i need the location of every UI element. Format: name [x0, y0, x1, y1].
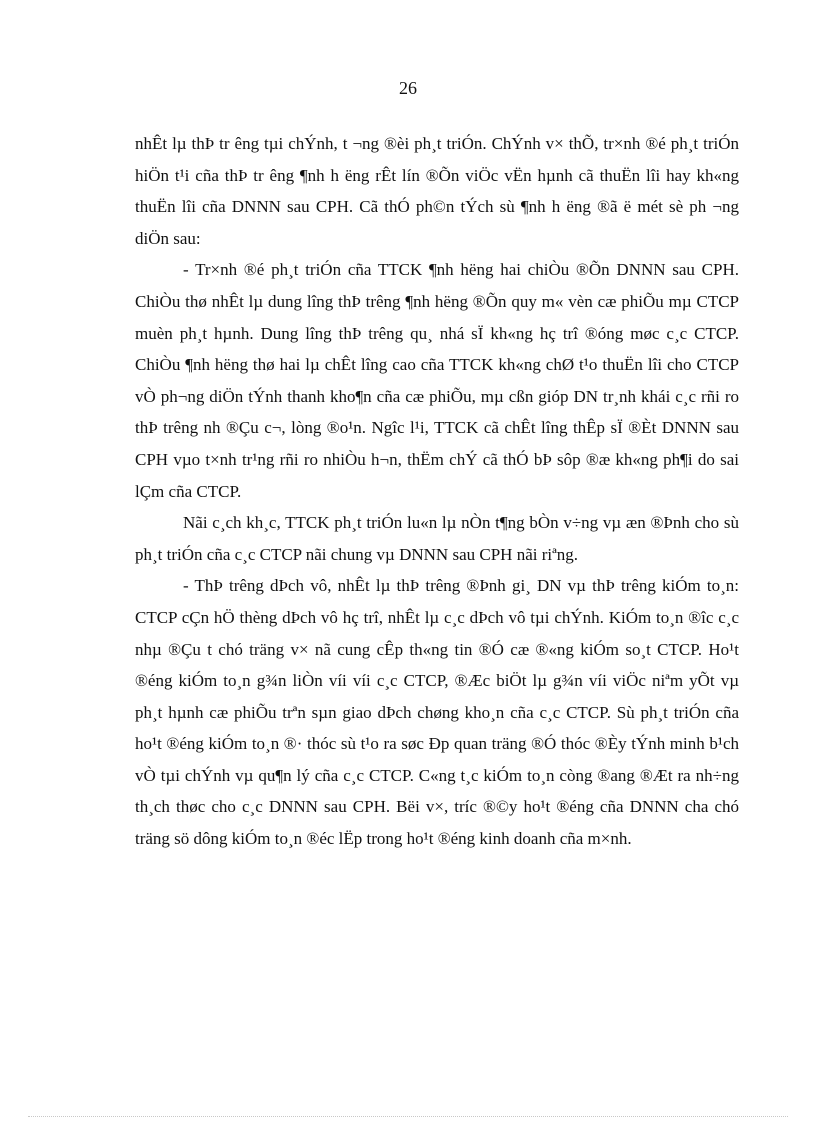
body-text	[135, 128, 739, 855]
paragraph: - Tr×nh ®é ph¸t triÓn cña TTCK ¶nh hëng hai chiÒu ®Õn DNNN sau CPH. ChiÒu thø nhÊt lµ dung lîng thÞ trêng ¶nh hëng ®Õn quy m« vèn cæ phiÕu mµ CTCP muèn ph¸t hµnh. Dung lîng thÞ trêng qu¸ nhá sÏ kh«ng hç trî ®óng møc c¸c CTCP. ChiÒu ¶nh hëng thø hai lµ chÊt lîng cao cña TTCK kh«ng chØ t¹o thuËn lîi cho CTCP vÒ ph¬ng diÖn tÝnh thanh kho¶n cña cæ phiÕu, mµ cßn gióp DN tr¸nh khái c¸c rñi ro thÞ trêng nh ®Çu c¬, lòng ®o¹n. Ngîc l¹i, TTCK cã chÊt lîng thÊp sÏ ®Èt DNNN sau CPH vµo t×nh tr¹ng rñi ro nhiÒu h¬n, thËm chÝ cã thÓ bÞ sôp ®æ kh«ng ph¶i do sai lÇm cña CTCP.	[135, 260, 739, 501]
paragraph: nhÊt lµ thÞ tr êng tµi chÝnh, t ¬ng ®èi ph¸t triÓn. ChÝnh v× thÕ, tr×nh ®é ph¸t triÓn hiÖn t¹i cña thÞ tr êng ¶nh h ëng rÊt lín ®Õn viÖc vËn hµnh cã thuËn lîi hay kh«ng thuËn lîi cña DNNN sau CPH. Cã thÓ ph©n tÝch sù ¶nh h ëng ®ã ë mét sè ph ¬ng diÖn sau:	[135, 134, 739, 248]
paragraph: Nãi c¸ch kh¸c, TTCK ph¸t triÓn lu«n lµ nÒn t¶ng bÒn v÷ng vµ æn ®Þnh cho sù ph¸t triÓn cña c¸c CTCP nãi chung vµ DNNN sau CPH nãi riªng.	[135, 513, 739, 564]
page-number: 26	[399, 78, 417, 98]
page-bottom-border	[28, 1116, 788, 1117]
paragraph: - ThÞ trêng dÞch vô, nhÊt lµ thÞ trêng ®Þnh gi¸ DN vµ thÞ trêng kiÓm to¸n: CTCP cÇn hÖ thèng dÞch vô hç trî, nhÊt lµ c¸c dÞch vô tµi chÝnh. KiÓm to¸n ®îc c¸c nhµ ®Çu t chó träng v× nã cung cÊp th«ng tin ®Ó cæ ®«ng kiÓm so¸t CTCP. Ho¹t ®éng kiÓm to¸n g¾n liÒn víi víi c¸c CTCP, ®Æc biÖt lµ g¾n víi viÖc niªm yÕt vµ ph¸t hµnh cæ phiÕu trªn sµn giao dÞch chøng kho¸n cña c¸c CTCP. Sù ph¸t triÓn cña ho¹t ®éng kiÓm to¸n ®· thóc sù t¹o ra søc Ðp quan träng ®Ó thóc ®Èy tÝnh minh b¹ch vÒ tµi chÝnh vµ qu¶n lý cña c¸c CTCP. C«ng t¸c kiÓm to¸n còng ®ang ®Æt ra nh÷ng th¸ch thøc cho c¸c DNNN sau CPH. Bëi v×, tríc ®©y ho¹t ®éng cña DNNN cha chó träng sö dông kiÓm to¸n ®éc lËp trong ho¹t ®éng kinh doanh cña m×nh.	[135, 576, 739, 849]
